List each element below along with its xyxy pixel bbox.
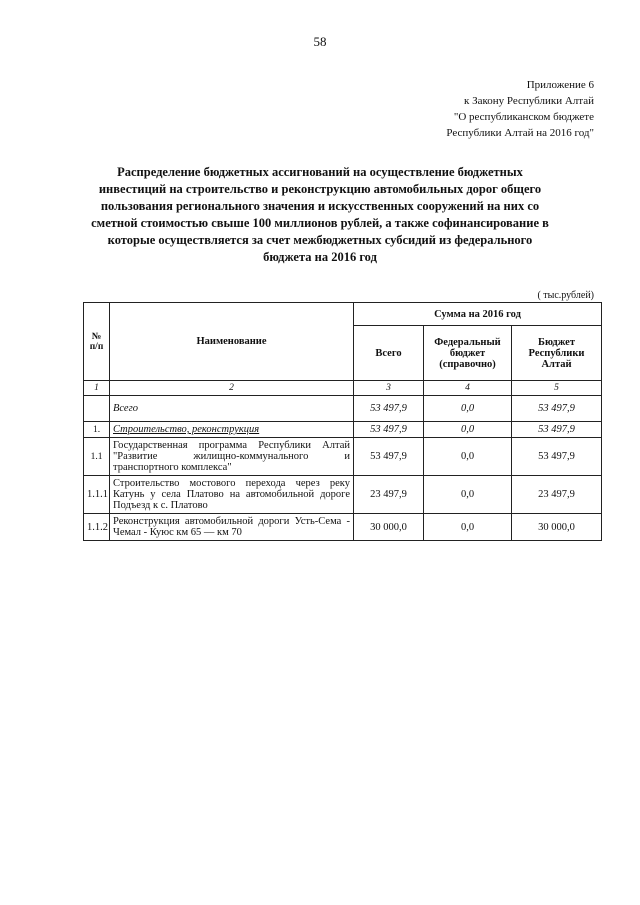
row-name: Всего	[110, 396, 354, 422]
units-note: ( тыс.рублей)	[537, 290, 594, 301]
table-row-total	[84, 396, 602, 422]
row-republic: 23 497,9	[512, 476, 602, 514]
budget-table	[83, 302, 602, 541]
title-line-4: сметной стоимостью свыше 100 миллионов рублей, а также софинансирование в	[91, 216, 549, 230]
table-row-road	[84, 514, 602, 541]
appendix-line-3: "О республиканском бюджете	[453, 111, 594, 123]
title-line-5: которые осуществляется за счет межбюджетных субсидий из федерального	[107, 233, 533, 247]
appendix-line-2: к Закону Республики Алтай	[464, 95, 594, 107]
row-name: Государственная программа Республики Алтай "Развитие жилищно-коммунального и транспортного комплекса"	[110, 438, 354, 476]
row-total: 53 497,9	[354, 422, 424, 438]
title-line-2: инвестиций на строительство и реконструкцию автомобильных дорог общего	[98, 182, 542, 196]
title-line-6: бюджета на 2016 год	[263, 250, 377, 264]
column-index: 2	[110, 381, 354, 396]
row-federal: 0,0	[424, 422, 512, 438]
page-number: 58	[313, 34, 327, 49]
header-sum-group: Сумма на 2016 год	[354, 303, 602, 326]
document-title	[86, 164, 554, 266]
row-total: 53 497,9	[354, 396, 424, 422]
row-name: Реконструкция автомобильной дороги Усть-Сема - Чемал - Куюс км 65 — км 70	[110, 514, 354, 541]
row-republic: 53 497,9	[512, 438, 602, 476]
table-row-program	[84, 438, 602, 476]
row-name: Строительство, реконструкция	[110, 422, 354, 438]
row-federal: 0,0	[424, 438, 512, 476]
row-num: 1.1.2	[84, 514, 110, 541]
row-republic: 30 000,0	[512, 514, 602, 541]
title-line-1: Распределение бюджетных ассигнований на осуществление бюджетных	[117, 165, 523, 179]
appendix-line-4: Республики Алтай на 2016 год"	[446, 127, 594, 139]
header-name: Наименование	[110, 303, 354, 381]
header-republic: Бюджет Республики Алтай	[512, 326, 602, 381]
column-index: 3	[354, 381, 424, 396]
title-line-3: пользования регионального значения и искусственных сооружений на них со	[100, 199, 540, 213]
table-row-construction	[84, 422, 602, 438]
row-republic: 53 497,9	[512, 396, 602, 422]
appendix-line-1: Приложение 6	[526, 79, 594, 91]
row-num: 1.1	[84, 438, 110, 476]
row-total: 30 000,0	[354, 514, 424, 541]
row-federal: 0,0	[424, 514, 512, 541]
header-num: № п/п	[84, 303, 110, 381]
appendix-reference	[334, 77, 594, 141]
table-row-bridge	[84, 476, 602, 514]
row-federal: 0,0	[424, 396, 512, 422]
row-name: Строительство мостового перехода через реку Катунь у села Платово на автомобильной дороге Подъезд к с. Платово	[110, 476, 354, 514]
column-index-row	[84, 381, 602, 396]
row-num: 1.1.1	[84, 476, 110, 514]
column-index: 1	[84, 381, 110, 396]
row-total: 23 497,9	[354, 476, 424, 514]
header-total: Всего	[354, 326, 424, 381]
header-federal: Федеральный бюджет (справочно)	[424, 326, 512, 381]
header-row-1	[84, 303, 602, 326]
row-total: 53 497,9	[354, 438, 424, 476]
column-index: 5	[512, 381, 602, 396]
row-republic: 53 497,9	[512, 422, 602, 438]
column-index: 4	[424, 381, 512, 396]
row-num	[84, 396, 110, 422]
row-federal: 0,0	[424, 476, 512, 514]
row-num: 1.	[84, 422, 110, 438]
